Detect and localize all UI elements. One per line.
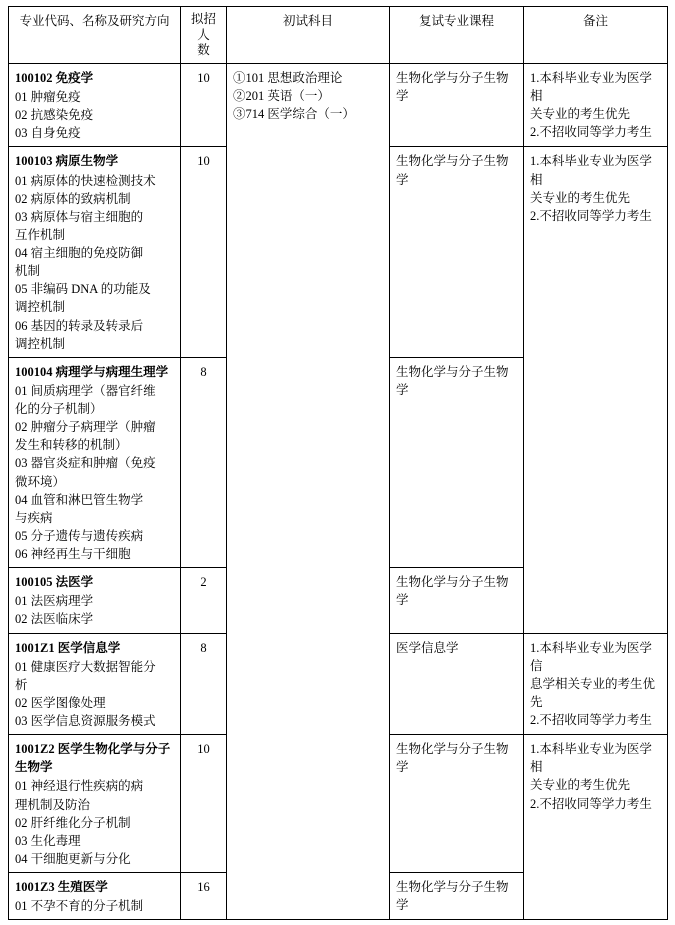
note-cell	[524, 735, 668, 920]
research-direction: 04 干细胞更新与分化	[15, 851, 131, 866]
note-line: 1.本科毕业专业为医学信	[530, 640, 652, 673]
retest-course-cell: 生物化学与分子生物学	[390, 568, 524, 633]
note-line: 2.不招收同等学力考生	[530, 713, 652, 727]
exam-subject-item: ②201 英语（一）	[233, 89, 330, 103]
research-direction: 01 肿瘤免疫	[15, 90, 81, 104]
note-line: 1.本科毕业专业为医学相	[530, 70, 652, 103]
research-direction: 01 健康医疗大数据智能分	[15, 659, 156, 674]
research-direction: 02 肿瘤分子病理学（肿瘤	[15, 420, 156, 435]
research-direction: 05 非编码 DNA 的功能及	[15, 282, 151, 297]
quota-cell: 16	[181, 873, 227, 920]
research-direction: 01 法医病理学	[15, 594, 94, 609]
header-exam: 初试科目	[227, 7, 390, 64]
exam-subjects-cell	[227, 63, 390, 919]
research-direction: 01 不孕不育的分子机制	[15, 899, 144, 914]
research-direction: 01 神经退行性疾病的病	[15, 779, 144, 794]
research-direction: 02 抗感染免疫	[15, 108, 94, 123]
exam-subject-item: ③714 医学综合（一）	[233, 107, 355, 122]
note-line: 2.不招收同等学力考生	[530, 796, 652, 811]
research-direction: 调控机制	[15, 336, 66, 351]
research-direction: 03 医学信息资源服务模式	[15, 714, 156, 728]
research-direction: 02 法医临床学	[15, 612, 94, 627]
note-line: 关专业的考生优先	[530, 190, 631, 205]
note-line: 1.本科毕业专业为医学相	[530, 154, 652, 187]
research-direction: 04 宿主细胞的免疫防御	[15, 246, 144, 260]
retest-course-cell: 生物化学与分子生物学	[390, 147, 524, 357]
research-direction: 06 神经再生与干细胞	[15, 547, 131, 561]
research-direction: 理机制及防治	[15, 797, 91, 812]
note-line: 2.不招收同等学力考生	[530, 208, 652, 223]
major-cell	[9, 568, 181, 633]
major-cell	[9, 357, 181, 567]
note-cell	[524, 633, 668, 735]
research-direction: 01 间质病理学（器官纤维	[15, 383, 156, 398]
note-line: 1.本科毕业专业为医学相	[530, 742, 652, 775]
header-quota	[181, 7, 227, 64]
retest-course-cell: 生物化学与分子生物学	[390, 735, 524, 873]
major-title: 1001Z3 生殖医学	[15, 880, 108, 894]
header-retest: 复试专业课程	[390, 7, 524, 64]
research-direction: 析	[15, 677, 28, 692]
research-direction: 02 肝纤维化分子机制	[15, 815, 131, 830]
quota-cell: 10	[181, 735, 227, 873]
research-direction: 互作机制	[15, 227, 66, 242]
major-title: 1001Z2 医学生物化学与分子生物学	[15, 742, 171, 775]
majors-table	[8, 6, 668, 920]
research-direction: 03 生化毒理	[15, 833, 81, 848]
major-cell	[9, 633, 181, 735]
retest-course-cell: 生物化学与分子生物学	[390, 357, 524, 567]
note-cell	[524, 63, 668, 147]
research-direction: 02 病原体的致病机制	[15, 191, 131, 206]
note-cell	[524, 147, 668, 633]
major-cell	[9, 735, 181, 873]
research-direction: 01 病原体的快速检测技术	[15, 173, 156, 188]
retest-course-cell: 医学信息学	[390, 633, 524, 735]
note-line: 2.不招收同等学力考生	[530, 125, 652, 140]
exam-subject-item: ①101 思想政治理论	[233, 70, 343, 85]
table-header	[9, 7, 668, 64]
major-title: 100103 病原生物学	[15, 154, 119, 169]
research-direction: 05 分子遗传与遗传疾病	[15, 528, 144, 543]
research-direction: 与疾病	[15, 510, 53, 525]
retest-course-cell: 生物化学与分子生物学	[390, 63, 524, 147]
major-title: 100105 法医学	[15, 575, 94, 590]
note-line: 关专业的考生优先	[530, 107, 631, 122]
research-direction: 调控机制	[15, 300, 66, 315]
table-row	[9, 63, 668, 147]
research-direction: 04 血管和淋巴管生物学	[15, 492, 144, 507]
research-direction: 微环境）	[15, 474, 66, 489]
major-cell	[9, 63, 181, 147]
retest-course-cell: 生物化学与分子生物学	[390, 873, 524, 920]
research-direction: 03 器官炎症和肿瘤（免疫	[15, 456, 156, 471]
major-cell	[9, 873, 181, 920]
quota-cell: 8	[181, 357, 227, 567]
note-line: 息学相关专业的考生优先	[530, 676, 656, 709]
table-header-row	[9, 7, 668, 64]
quota-cell: 10	[181, 147, 227, 357]
major-cell	[9, 147, 181, 357]
header-major: 专业代码、名称及研究方向	[9, 7, 181, 64]
header-note: 备注	[524, 7, 668, 64]
research-direction: 06 基因的转录及转录后	[15, 318, 144, 333]
header-quota-line2: 数	[197, 43, 210, 58]
major-title: 100104 病理学与病理生理学	[15, 364, 169, 379]
note-line: 关专业的考生优先	[530, 778, 631, 793]
research-direction: 发生和转移的机制）	[15, 438, 128, 453]
quota-cell: 10	[181, 63, 227, 147]
research-direction: 02 医学图像处理	[15, 695, 106, 710]
table-body	[9, 63, 668, 919]
major-title: 1001Z1 医学信息学	[15, 640, 121, 655]
research-direction: 化的分子机制）	[15, 402, 103, 416]
research-direction: 机制	[15, 264, 41, 279]
quota-cell: 2	[181, 568, 227, 633]
research-direction: 03 病原体与宿主细胞的	[15, 209, 144, 224]
header-quota-line1: 拟招人	[190, 12, 216, 42]
research-direction: 03 自身免疫	[15, 126, 81, 141]
major-title: 100102 免疫学	[15, 70, 94, 85]
quota-cell: 8	[181, 633, 227, 735]
